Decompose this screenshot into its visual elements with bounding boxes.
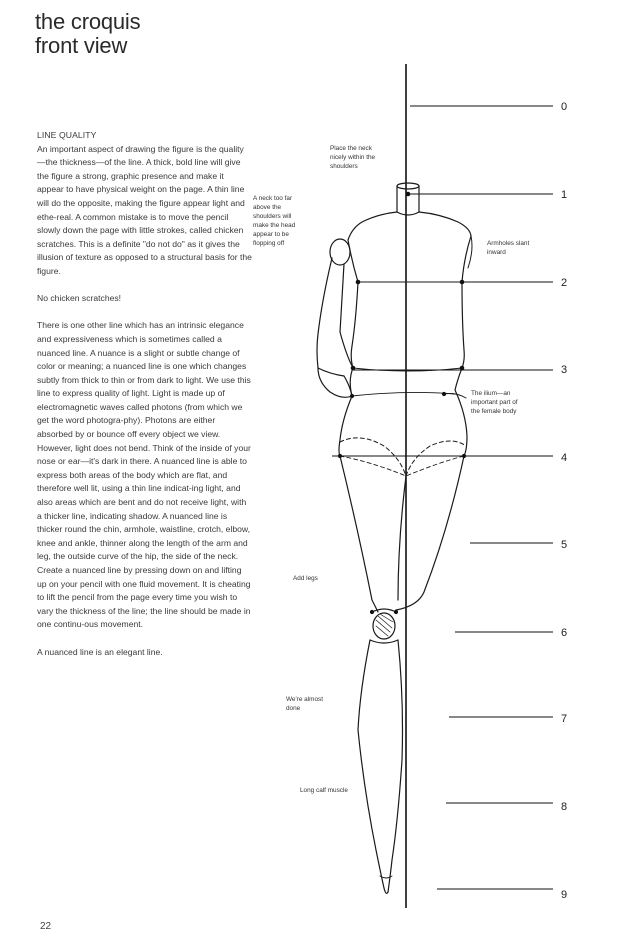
dot-hip-left: [350, 394, 354, 398]
head-number-5: 5: [561, 539, 568, 551]
crotch-dashed-line: [340, 438, 466, 476]
annot-neck-far-line-4: make the head: [253, 222, 296, 229]
annotation-armholes: [487, 240, 529, 256]
head-number-6: 6: [561, 627, 568, 639]
dot-waist-left: [351, 366, 356, 371]
knee-hatch: [376, 614, 393, 636]
left-thigh: [340, 456, 378, 612]
left-hip: [339, 368, 353, 456]
annot-neck-place-line-2: nicely within the: [330, 154, 376, 161]
head-number-2: 2: [561, 277, 568, 289]
annotation-ilium: [471, 390, 518, 415]
left-inner-thigh: [398, 476, 406, 600]
shoulder-ball: [330, 239, 350, 265]
neck-base: [397, 212, 419, 215]
joint-dots: [338, 192, 466, 614]
neck: [397, 186, 419, 212]
neck-top: [397, 183, 419, 189]
hip-line: [352, 392, 455, 396]
forearm: [318, 368, 352, 397]
dot-knee-left: [370, 610, 374, 614]
paragraph-elegant-line: A nuanced line is an elegant line.: [37, 646, 163, 657]
lower-leg-left: [358, 640, 384, 888]
head-number-0: 0: [561, 101, 568, 113]
annot-almost-done-line-2: done: [286, 705, 301, 712]
foot: [384, 888, 388, 893]
annot-ilium-line-2: important part of: [471, 399, 518, 406]
annot-armholes-line-2: inward: [487, 249, 506, 256]
dot-bust-left: [356, 280, 361, 285]
annot-almost-done-line-1: We're almost: [286, 696, 323, 703]
annot-ilium-line-3: the female body: [471, 408, 517, 415]
upper-arm: [317, 258, 352, 368]
annot-neck-far-line-5: appear to be: [253, 231, 289, 238]
annotation-neck-far: [253, 195, 296, 247]
paragraph-no-chicken-scratches: No chicken scratches!: [37, 293, 122, 304]
annotation-neck-place: [330, 145, 376, 170]
dot-waist-right: [460, 366, 465, 371]
head-measurement-lines: [332, 106, 553, 889]
calf-inner: [370, 640, 398, 643]
annot-armholes-line-1: Armholes slant: [487, 240, 530, 247]
annot-neck-place-line-1: Place the neck: [330, 145, 372, 152]
right-shoulder-torso: [419, 212, 471, 368]
annot-add-legs: Add legs: [293, 575, 318, 582]
head-number-8: 8: [561, 801, 568, 813]
title-line-1: the croquis: [35, 9, 141, 34]
annot-neck-far-line-1: A neck too far: [253, 195, 293, 202]
head-number-1: 1: [561, 189, 568, 201]
head-number-labels: [561, 101, 567, 901]
paragraph-line-quality: An important aspect of drawing the figure is the quality—the thickness—of the line. A thick, bold line will give the figure a strong, graphic presence and make it appear to have physical weight on the page. A thin line will do the opposite, making the figure appear light and ethe-real. A common mistake is to move the pencil slowly down the page with little strokes, called chicken scratches. This is a definite "do not do" as it gives the illusion of texture as opposed to a structural basis for the figure.: [37, 143, 252, 276]
annot-calf-muscle: Long calf muscle: [300, 787, 348, 794]
dot-crotch-right: [462, 454, 466, 458]
section-heading: LINE QUALITY: [37, 130, 97, 140]
knee-top: [372, 609, 396, 612]
dot-bust-right: [460, 280, 465, 285]
elbow: [318, 368, 344, 376]
head-number-4: 4: [561, 452, 568, 464]
dot-hip-right: [442, 392, 446, 396]
head-number-7: 7: [561, 713, 568, 725]
paragraph-nuanced-line: There is one other line which has an intrinsic elegance and expressiveness which is sometimes called a nuanced line. A nuance is a slight or subtle change of color or meaning; a nuanced line is one which changes subtly from thick to thin or from dark to light. We use this line to express quality of light. Light is made up of electromagnetic waves called photons (from which we get the word photogra-phy). Photons are either absorbed by or bounce off every object we view. However, light does not bend. Think of the inside of your nose or ear—it's dark in there. A nuanced line is able to express both areas of the body which are flat, and therefore well lit, using a thin line indicat-ing light, and also areas which are bent and do not receive light, with a thicker line, indicating shadow. A nuanced line is thicker round the chin, armhole, waistline, crotch, elbow, knee and ankle, thinner along the length of the arm and leg, the outside curve of the hip, the side of the neck. Create a nuanced line by pressing down on and lifting up on your pencil with one fluid movement. It is cheating to lift the pencil from the page every time you wish to vary the thickness of the line; the line should be made in one continu-ous movement.: [37, 320, 251, 630]
annot-neck-far-line-3: shoulders will: [253, 213, 292, 220]
left-shoulder-torso: [348, 212, 397, 368]
annot-neck-place-line-3: shoulders: [330, 163, 358, 170]
annot-ilium-line-1: The ilium—an: [471, 390, 511, 397]
head-number-3: 3: [561, 364, 568, 376]
dot-crotch-left: [338, 454, 342, 458]
title-line-2: front view: [35, 33, 128, 58]
dot-neck: [406, 192, 411, 197]
lower-leg-right: [388, 640, 403, 892]
head-number-9: 9: [561, 889, 568, 901]
annot-neck-far-line-6: flopping off: [253, 240, 285, 247]
dot-knee-right: [394, 610, 398, 614]
annotation-almost-done: [286, 696, 323, 712]
annot-neck-far-line-2: above the: [253, 204, 282, 211]
page-number: 22: [40, 921, 52, 932]
